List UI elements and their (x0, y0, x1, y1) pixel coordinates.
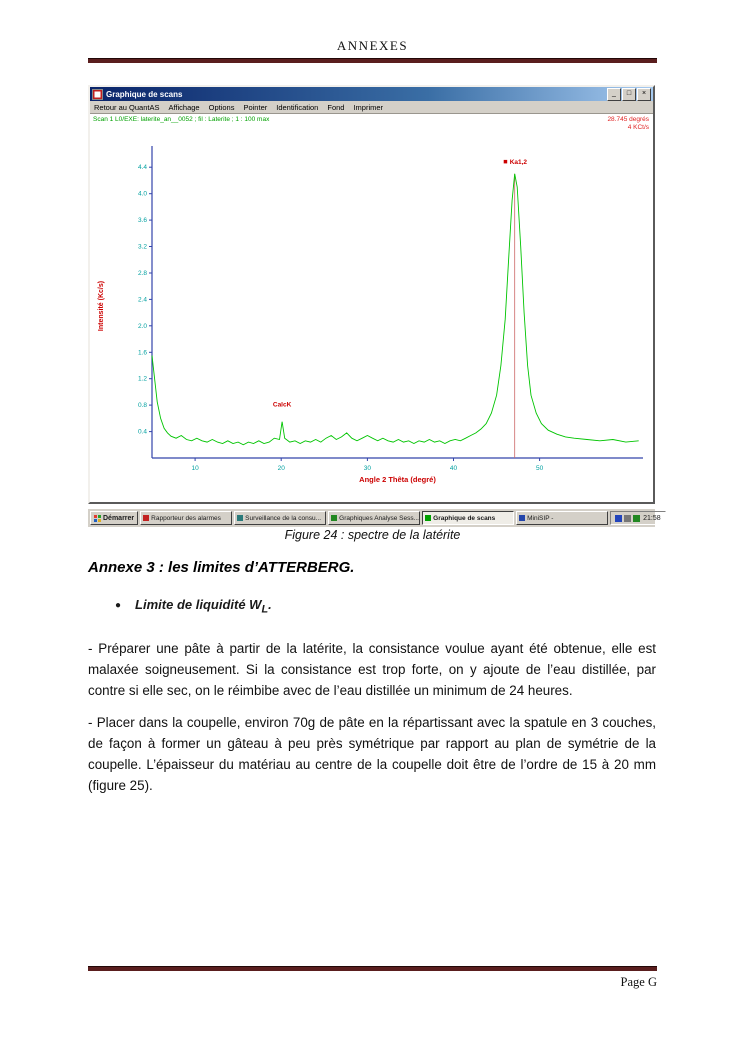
menu-item[interactable]: Imprimer (353, 102, 384, 112)
scan-chart-icon (425, 515, 431, 521)
menu-item[interactable]: Retour au QuantAS (94, 102, 160, 112)
menu-item[interactable]: Pointer (243, 102, 268, 112)
svg-text:3.2: 3.2 (137, 243, 147, 251)
svg-text:4.0: 4.0 (137, 190, 147, 198)
maximize-icon[interactable]: □ (622, 88, 636, 101)
svg-text:20: 20 (277, 465, 285, 472)
svg-text:10: 10 (191, 465, 199, 472)
close-icon[interactable]: × (637, 88, 651, 101)
windows-logo-icon (94, 515, 101, 522)
window-titlebar (90, 87, 653, 101)
page-number: Page G (620, 975, 657, 989)
header-rule (88, 58, 657, 63)
alarm-icon (143, 515, 149, 521)
menu-item[interactable]: Affichage (168, 102, 200, 112)
embedded-screenshot (88, 85, 661, 527)
figure-caption: Figure 24 : spectre de la latérite (284, 528, 461, 542)
spectrum-chart-svg (90, 130, 653, 498)
bullet-item (115, 597, 272, 616)
annexe-heading: Annexe 3 : les limites d’ATTERBERG. (88, 559, 355, 576)
language-icon[interactable] (615, 515, 622, 522)
menu-item[interactable]: Identification (276, 102, 319, 112)
svg-text:2.0: 2.0 (137, 322, 147, 330)
svg-text:0.4: 0.4 (137, 428, 147, 436)
svg-text:1.2: 1.2 (137, 375, 147, 383)
menu-item[interactable]: Fond (327, 102, 345, 112)
scan-status-text: Scan 1 L0/EXE: laterite_an__0052 ; fil : Laterite ; 1 : 100 max (93, 116, 270, 123)
svg-text:0.8: 0.8 (137, 402, 147, 410)
menu-bar (90, 101, 653, 114)
svg-text:2.4: 2.4 (137, 296, 147, 304)
svg-text:Ka1,2: Ka1,2 (509, 158, 528, 166)
footer-rule (88, 966, 657, 971)
bullet-subscript: L (261, 603, 269, 616)
analysis-chart-icon (331, 515, 337, 521)
taskbar (88, 508, 661, 527)
svg-text:1.6: 1.6 (137, 349, 147, 357)
taskbar-clock: 21:58 (643, 514, 661, 522)
chart-client-area (90, 114, 653, 502)
bullet-icon: ● (115, 600, 122, 611)
status-icon[interactable] (633, 515, 640, 522)
svg-text:Intensité (Kc/s): Intensité (Kc/s) (98, 280, 105, 332)
bullet-label: Limite de liquidité W (135, 597, 262, 612)
svg-text:2.8: 2.8 (137, 270, 147, 277)
app-icon (519, 515, 525, 521)
svg-text:4.4: 4.4 (137, 164, 147, 172)
start-button-label: Démarrer (103, 514, 135, 522)
taskbar-button-label: MiniSIP - (527, 514, 554, 522)
window-icon (92, 89, 103, 100)
taskbar-button-label: Graphique de scans (433, 514, 496, 522)
svg-text:CalcK: CalcK (272, 401, 292, 409)
svg-text:Angle 2 Thêta (degré): Angle 2 Thêta (degré) (359, 475, 436, 484)
minimize-icon[interactable]: _ (607, 88, 621, 101)
app-window (88, 85, 655, 504)
svg-text:3.6: 3.6 (137, 217, 147, 225)
taskbar-button[interactable] (328, 511, 420, 525)
intensity-readout: 4 KCt/s (627, 124, 649, 131)
angle-readout: 28.745 degrés (607, 116, 649, 123)
volume-icon[interactable] (624, 515, 631, 522)
start-button[interactable] (90, 511, 138, 525)
taskbar-button-label: Surveillance de la consu... (245, 514, 322, 522)
svg-text:30: 30 (363, 465, 372, 472)
taskbar-button[interactable] (516, 511, 608, 525)
svg-text:40: 40 (449, 465, 458, 472)
taskbar-button[interactable] (234, 511, 326, 525)
taskbar-button[interactable] (140, 511, 232, 525)
window-title: Graphique de scans (106, 89, 183, 99)
svg-text:50: 50 (535, 465, 544, 472)
taskbar-button[interactable] (422, 511, 514, 525)
spectrum-chart (90, 130, 653, 502)
paragraph-2: - Placer dans la coupelle, environ 70g de pâte en la répartissant avec la spatule en 3 couches, de façon à former un gâteau à peu près symétrique par rapport au plan de symétrie de la coupelle. L’épaisseur du matériau au centre de la coupelle doit être de l’ordre de 15 à 20 mm (figure 25). (88, 715, 656, 793)
page-header: ANNEXES (336, 38, 409, 53)
taskbar-button-label: Rapporteur des alarmes (151, 514, 221, 522)
paragraph-1: - Préparer une pâte à partir de la latérite, la consistance voulue ayant été obtenue, elle est malaxée soigneusement. Si la consistance est trop forte, on y ajoute de l’eau distillée, par contre si elle sec, on le réimbibe avec de l’eau distillée un minimum de 24 heures. (88, 641, 656, 698)
monitor-icon (237, 515, 243, 521)
taskbar-button-label: Graphiques Analyse Sess... (339, 514, 419, 522)
bullet-period: . (268, 597, 272, 612)
system-tray (610, 511, 666, 525)
menu-item[interactable]: Options (208, 102, 235, 112)
